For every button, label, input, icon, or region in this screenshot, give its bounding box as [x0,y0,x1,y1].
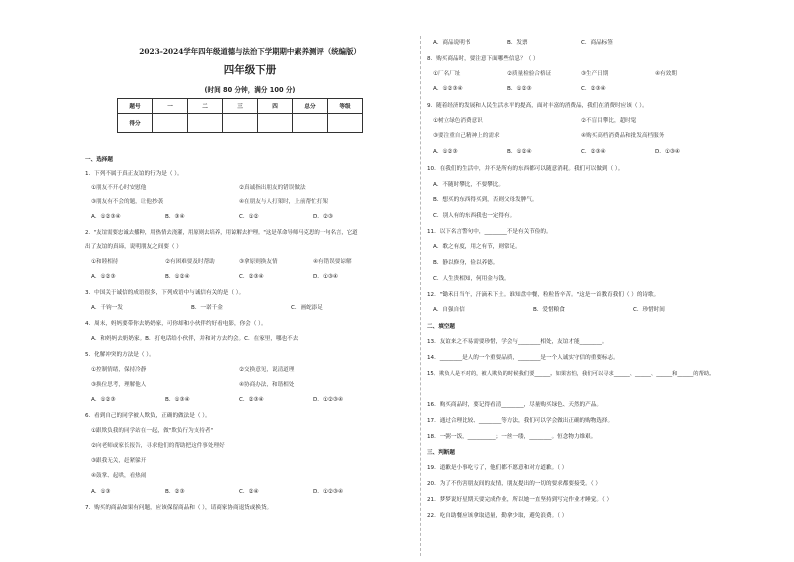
option: ③生产日期 [581,71,609,77]
score-table-score-row [118,114,363,133]
question-11: 11．以下名言警句中，________不是有关节俭的。 [427,229,552,235]
answer-choice: B．①③④ [165,397,190,403]
question-1: 1．下列不属于真正友谊的行为是（ ）。 [85,171,183,177]
option: ④购买高档消费品和批发高档服务 [581,133,665,139]
option: ②向老师或家长报告，寻求他们的帮助把这件事处理好 [91,443,225,449]
question-18: 18．一粥一饭，__________；一丝一缕，________。恒念物力维艰。 [427,434,597,440]
question-20: 20．为了不伤害朋友间的友情，朋友提出的一切的要求都要接受。（ ） [427,481,601,487]
question-19: 19．道歉是小事吃亏了，他们都不愿意和对方道歉。（ ） [427,465,568,471]
column-divider [420,36,421,556]
answer-choice: D．①②③④ [313,397,343,403]
question-17: 17．通过合理比较、________等方法，我们可以学会做出正确的购物选择。 [427,418,614,424]
option: ④在朋友与人打架时，上前帮忙打架 [239,199,328,205]
answer-choice: A．①②③④ [91,214,121,220]
score-header-cell: 题号 [118,99,153,114]
question-12: 12．"锄禾日当午，汗滴禾下土。谁知盘中餐，粒粒皆辛苦。"这是一首教育我们（ ）的诗歌。 [427,292,660,298]
answer-choice: C．②④ [239,489,259,495]
option: ①朋友不开心时安慰他 [91,185,147,191]
answer-choice: B．静以修身，俭以养德。 [433,260,499,266]
question-2-cont: 出了友谊的真谛，说明朋友之间要（ ） [85,244,182,250]
question-6: 6．看到自己的同学被人欺负，正确的做法是（ ）。 [85,413,211,419]
answer-choice: B．想买的东西得买到，否则父母发脾气。 [433,197,538,203]
answer-choice: A．商品说明书 [433,40,471,46]
question-8: 8．购买商品时，要注意下面哪些信息？（ ） [427,56,539,62]
score-header-cell: 四 [258,99,293,114]
option: ③换位思考，理解他人 [91,382,147,388]
option: ④有效期 [655,71,677,77]
question-7: 7．购买的商品如果有问题，应该保留商品和（ ），请商家协商退货或换货。 [85,505,273,511]
option: ②不盲目攀比，超时髦 [581,118,637,124]
score-header-cell: 二 [188,99,223,114]
answer-choice: A．千钧一发 [91,305,123,311]
question-2: 2．"友谊需要忠诚去播种，用热情去浇灌，用原则去培养，用谅解去护理。"这是革命导师马克思的一句名言，它道 [85,230,358,236]
answer-choice: C．商品标签 [581,40,613,46]
score-cell[interactable] [328,114,363,133]
exam-title: 2023-2024学年四年级道德与法治下学期期中素养测评（统编版） [139,47,361,56]
answer-choice: A．①③ [91,489,111,495]
score-header-cell: 三 [223,99,258,114]
answer-choice: C．珍惜时间 [633,307,665,313]
answer-choice: C．②③④ [239,397,264,403]
question-16: 16．购买商品时，要记得看清________，尽量购买绿色、天然的产品。 [427,402,602,408]
answer-choice: C．②③④ [581,149,606,155]
answer-choice: A．歌之有度，用之有节，则常足。 [433,244,521,250]
question-5: 5．化解冲突的方法是（ ）。 [85,352,155,358]
question-15: 15．欺负人是不对的，被人欺负的时候我们要______。如果害怕，我们可以寻求______、______、______和______的帮助。 [427,371,715,377]
question-13: 13．友谊来之不易需要珍惜，学会与________相处，友谊才能________。 [427,339,608,345]
question-21: 21．梦梦说好星期天要完成作业，所以她一直坚持到写完作业才睡觉。（ ） [427,497,613,503]
option: ③跟我无关，赶紧躲开 [91,458,147,464]
option: ①跟欺负我的同学站在一起，做"欺负行为支持者" [91,428,214,434]
option: ②真诚指出朋友的错误做法 [239,185,306,191]
answer-choice: A．①②③ [91,274,116,280]
answer-choice: C．②③④ [239,274,264,280]
answer-choice: C．画蛇添足 [291,305,323,311]
answer-choice: B．①②④ [165,274,190,280]
answer-choice: A．自强自信 [433,307,465,313]
option: ②有困难要及时帮助 [165,259,215,265]
answer-choice: A．不随时攀比，不要攀比。 [433,182,504,188]
answer-choice: B．爱惜粮食 [533,307,565,313]
score-header-cell: 等级 [328,99,363,114]
answer-choice: D．①③④ [313,274,338,280]
score-row-label: 得分 [118,114,153,133]
answer-choice: B．①②③ [507,86,532,92]
section-heading-choice: 一、选择题 [85,157,113,163]
answer-choice: A．①②③④ [433,86,463,92]
question-9: 9．随着经济的发展和人民生活水平的提高，面对丰富的消费品，我们在消费时应该（ ）。 [427,103,648,109]
option: ④有错误要谅解 [313,259,352,265]
score-header-cell: 总分 [293,99,328,114]
option: ③拿原则换友情 [239,259,278,265]
answer-choice: B．发票 [507,40,528,46]
score-cell[interactable] [258,114,293,133]
answer-choice: B．③④ [165,214,185,220]
option: ②质量检验合格证 [507,71,552,77]
answer-choice: A．①②③ [91,397,116,403]
answer-choice: D．②③ [313,214,333,220]
answer-choice: B．②③ [165,489,185,495]
answer-choice: C．别人有的东西我也一定得有。 [433,213,516,219]
option: ②交换意见，说清道理 [239,367,295,373]
option: ④鼓掌、起哄，看热闹 [91,473,147,479]
answer-choice: A．①②③ [433,149,458,155]
option: ④协商办法，和谐相处 [239,382,295,388]
option: ③朋友有不会的题，让他抄袭 [91,199,164,205]
question-22: 22．吃自助餐应该拿取适量，勤拿少取，避免浪费。（ ） [427,513,568,519]
answer-choice: B．一诺千金 [191,305,223,311]
option: ③要注重自己精神上的需求 [433,133,500,139]
score-table [117,98,363,133]
right-column [427,0,767,562]
question-3: 3．中国关于诚信的成语很多，下列成语中与诚信有关的是（ ）。 [85,290,245,296]
score-header-cell: 一 [153,99,188,114]
question-10: 10．在我们的生活中，并不是所有的东西都可以随意消耗。我们可以做到（ ）。 [427,166,624,172]
exam-info: (时间 80 分钟，满分 100 分) [204,86,296,94]
option: ①控制情绪，保持冷静 [91,367,147,373]
answer-choice: A．和妈妈去奶奶家。B．打电话给小伙伴，并和对方去约会。C．在家里，哪也不去 [91,336,299,342]
section-heading-judge: 三、判断题 [427,450,455,456]
option: ①树立绿色消费意识 [433,118,483,124]
answer-choice: C．②③④ [581,86,606,92]
answer-choice: C．①② [239,214,259,220]
score-cell[interactable] [223,114,258,133]
left-column [85,0,415,562]
score-cell[interactable] [293,114,328,133]
answer-choice: D．①②③④ [313,489,343,495]
answer-choice: D．①③④ [655,149,680,155]
question-4: 4．周末，妈妈要带你去奶奶家，可你却和小伙伴约好看电影，你会（ ）。 [85,321,267,327]
option: ①和睦相待 [91,259,119,265]
answer-choice: C．人生贵相知，何用金与钱。 [433,276,510,282]
score-table-header-row [118,99,363,114]
answer-choice: B．①②④ [507,149,532,155]
score-cell[interactable] [153,114,188,133]
score-cell[interactable] [188,114,223,133]
section-heading-fill: 二、填空题 [427,324,455,330]
option: ①厂名厂址 [433,71,461,77]
question-14: 14．________是人的一个重要品质，________是一个人诚实守信的重要标志。 [427,355,619,361]
grade-heading: 四年级下册 [223,64,277,76]
